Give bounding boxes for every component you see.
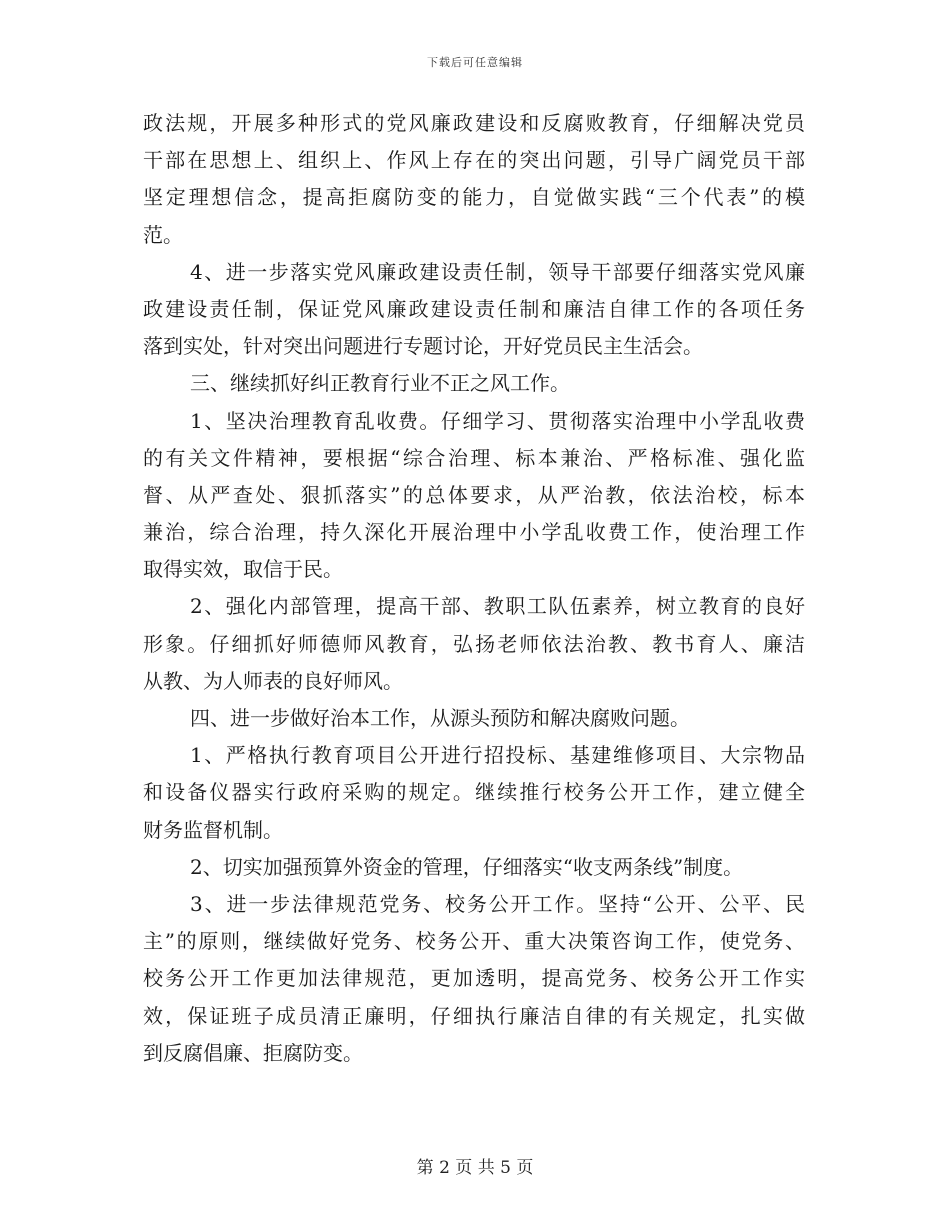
paragraph bbox=[143, 886, 805, 1072]
text-line: 督、从严查处、狠抓落实”的总体要求，从严治教，依法治校，标本 bbox=[143, 482, 805, 507]
text-line: 坚定理想信念，提高拒腐防变的能力，自觉做实践“三个代表”的模 bbox=[143, 185, 805, 210]
document-body bbox=[143, 105, 805, 1072]
text-line: 4、进一步落实党风廉政建设责任制，领导干部要仔细落实党风廉 bbox=[190, 259, 805, 284]
paragraph bbox=[143, 588, 805, 700]
text-line: 校务公开工作更加法律规范，更加透明，提高党务、校务公开工作实 bbox=[143, 966, 805, 991]
text-line: 财务监督机制。 bbox=[143, 817, 283, 842]
paragraph bbox=[143, 403, 805, 589]
text-line: 1、严格执行教育项目公开进行招投标、基建维修项目、大宗物品 bbox=[190, 743, 805, 768]
text-line: 兼治，综合治理，持久深化开展治理中小学乱收费工作，使治理工作 bbox=[143, 520, 805, 545]
paragraph bbox=[143, 105, 805, 254]
section-heading bbox=[143, 700, 805, 737]
text-line: 主”的原则，继续做好党务、校务公开、重大决策咨询工作，使党务、 bbox=[143, 929, 805, 954]
paragraph bbox=[143, 737, 805, 849]
text-line: 范。 bbox=[143, 222, 183, 247]
text-line: 落到实处，针对突出问题进行专题讨论，开好党员民主生活会。 bbox=[143, 334, 703, 359]
text-line: 四、进一步做好治本工作，从源头预防和解决腐败问题。 bbox=[190, 706, 690, 730]
paragraph bbox=[143, 849, 805, 886]
text-line: 效，保证班子成员清正廉明，仔细执行廉洁自律的有关规定，扎实做 bbox=[143, 1003, 805, 1028]
text-line: 三、继续抓好纠正教育行业不正之风工作。 bbox=[190, 371, 570, 396]
text-line: 1、坚决治理教育乱收费。仔细学习、贯彻落实治理中小学乱收费 bbox=[190, 408, 805, 433]
text-line: 干部在思想上、组织上、作风上存在的突出问题，引导广阔党员干部 bbox=[143, 148, 805, 173]
page-footer: 第 2 页 共 5 页 bbox=[416, 1158, 534, 1178]
paragraph bbox=[143, 254, 805, 366]
text-line: 政建设责任制，保证党风廉政建设责任制和廉洁自律工作的各项任务 bbox=[143, 296, 805, 321]
text-line: 到反腐倡廉、拒腐防变。 bbox=[143, 1040, 363, 1065]
text-line: 形象。仔细抓好师德师风教育，弘扬老师依法治教、教书育人、廉洁 bbox=[143, 631, 805, 656]
text-line: 的有关文件精神，要根据“综合治理、标本兼治、严格标准、强化监 bbox=[143, 445, 805, 470]
section-heading bbox=[143, 365, 805, 402]
text-line: 3、进一步法律规范党务、校务公开工作。坚持“公开、公平、民 bbox=[190, 891, 805, 916]
text-line: 政法规，开展多种形式的党风廉政建设和反腐败教育，仔细解决党员 bbox=[143, 111, 805, 135]
text-line: 取得实效，取信于民。 bbox=[143, 557, 343, 582]
text-line: 从教、为人师表的良好师风。 bbox=[143, 668, 403, 693]
text-line: 2、强化内部管理，提高干部、教职工队伍素养，树立教育的良好 bbox=[190, 594, 805, 619]
text-line: 和设备仪器实行政府采购的规定。继续推行校务公开工作，建立健全 bbox=[143, 780, 805, 805]
page-header-note: 下载后可任意编辑 bbox=[427, 56, 523, 69]
text-line: 2、切实加强预算外资金的管理，仔细落实“收支两条线”制度。 bbox=[190, 854, 744, 879]
